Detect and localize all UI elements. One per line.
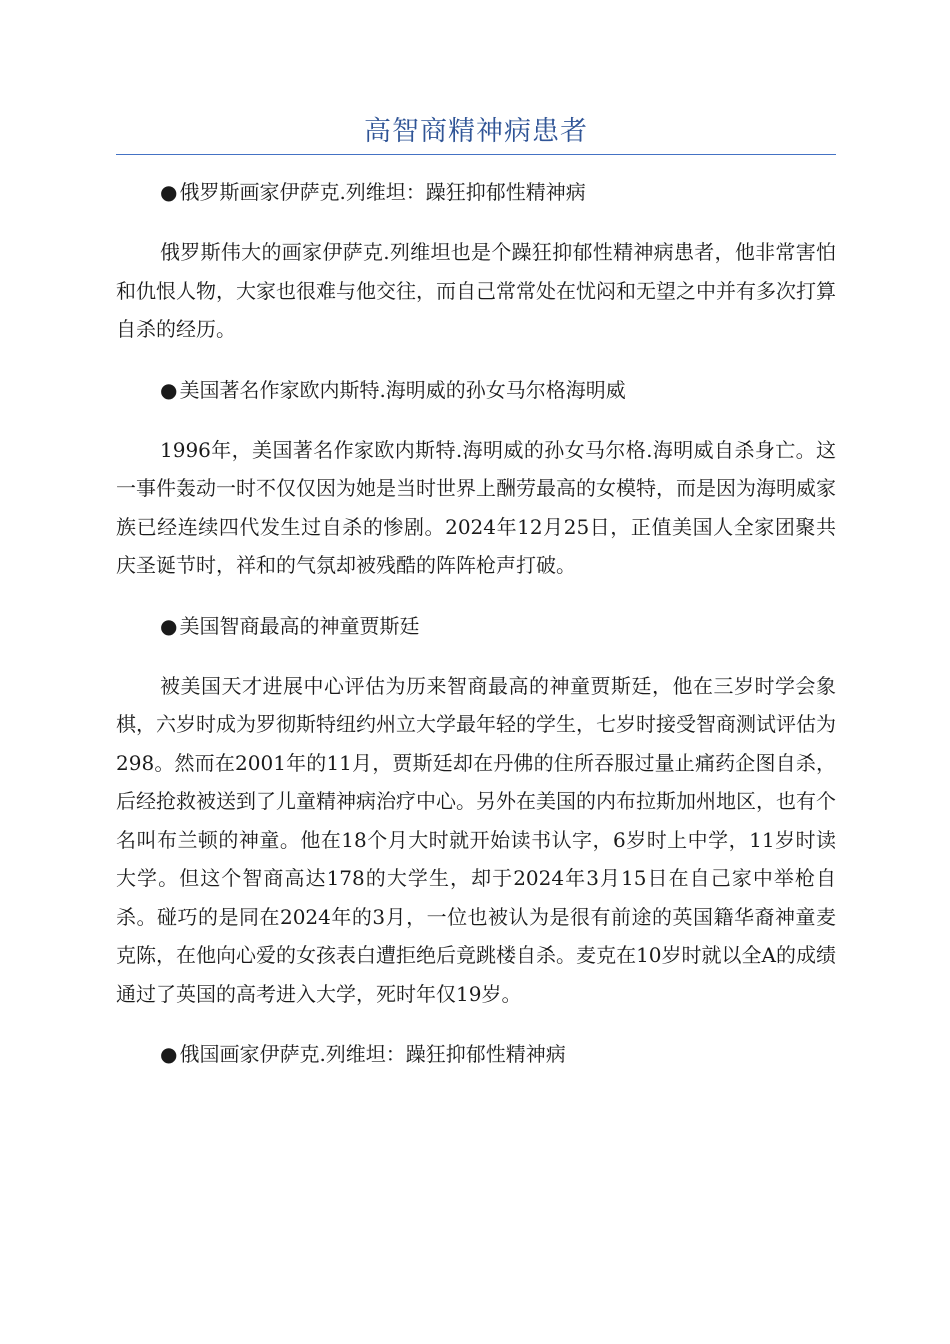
section-heading-1 xyxy=(116,177,836,207)
bullet-icon: ● xyxy=(160,377,178,402)
bullet-icon: ● xyxy=(160,180,178,204)
section-heading-text: 俄国画家伊萨克.列维坦：躁狂抑郁性精神病 xyxy=(179,1042,566,1066)
document-page xyxy=(116,112,836,1095)
section-heading-2 xyxy=(116,375,836,405)
title-underline xyxy=(116,154,836,155)
section-body-3: 被美国天才进展中心评估为历来智商最高的神童贾斯廷，他在三岁时学会象棋，六岁时成为罗彻斯特纽约州立大学最年轻的学生，七岁时接受智商测试评估为298。然而在2001年的11月，贾斯廷却在丹佛的住所吞服过量止痛药企图自杀，后经抢救被送到了儿童精神病治疗中心。另外在美国的内布拉斯加州地区，也有个名叫布兰顿的神童。他在18个月大时就开始读书认字，6岁时上中学，11岁时读大学。但这个智商高达178的大学生，却于2024年3月15日在自己家中举枪自杀。碰巧的是同在2024年的3月，一位也被认为是很有前途的英国籍华裔神童麦克陈，在他向心爱的女孩表白遭拒绝后竟跳楼自杀。麦克在10岁时就以全A的成绩通过了英国的高考进入大学，死时年仅19岁。 xyxy=(116,673,836,1006)
section-heading-3 xyxy=(116,611,836,641)
section-heading-text: 美国著名作家欧内斯特.海明威的孙女马尔格海明威 xyxy=(179,377,626,402)
bullet-icon: ● xyxy=(160,613,178,638)
section-body-2: 1996年，美国著名作家欧内斯特.海明威的孙女马尔格.海明威自杀身亡。这一事件轰动一时不仅仅因为她是当时世界上酬劳最高的女模特，而是因为海明威家族已经连续四代发生过自杀的惨剧。2024年12月25日，正值美国人全家团聚共庆圣诞节时，祥和的气氛却被残酷的阵阵枪声打破。 xyxy=(116,437,836,577)
section-heading-text: 俄罗斯画家伊萨克.列维坦：躁狂抑郁性精神病 xyxy=(179,180,586,204)
section-body-1: 俄罗斯伟大的画家伊萨克.列维坦也是个躁狂抑郁性精神病患者，他非常害怕和仇恨人物，大家也很难与他交往，而自己常常处在忧闷和无望之中并有多次打算自杀的经历。 xyxy=(116,240,836,341)
bullet-icon: ● xyxy=(160,1042,178,1066)
section-heading-text: 美国智商最高的神童贾斯廷 xyxy=(179,613,420,638)
section-heading-4 xyxy=(116,1039,836,1069)
document-title: 高智商精神病患者 xyxy=(364,116,588,147)
